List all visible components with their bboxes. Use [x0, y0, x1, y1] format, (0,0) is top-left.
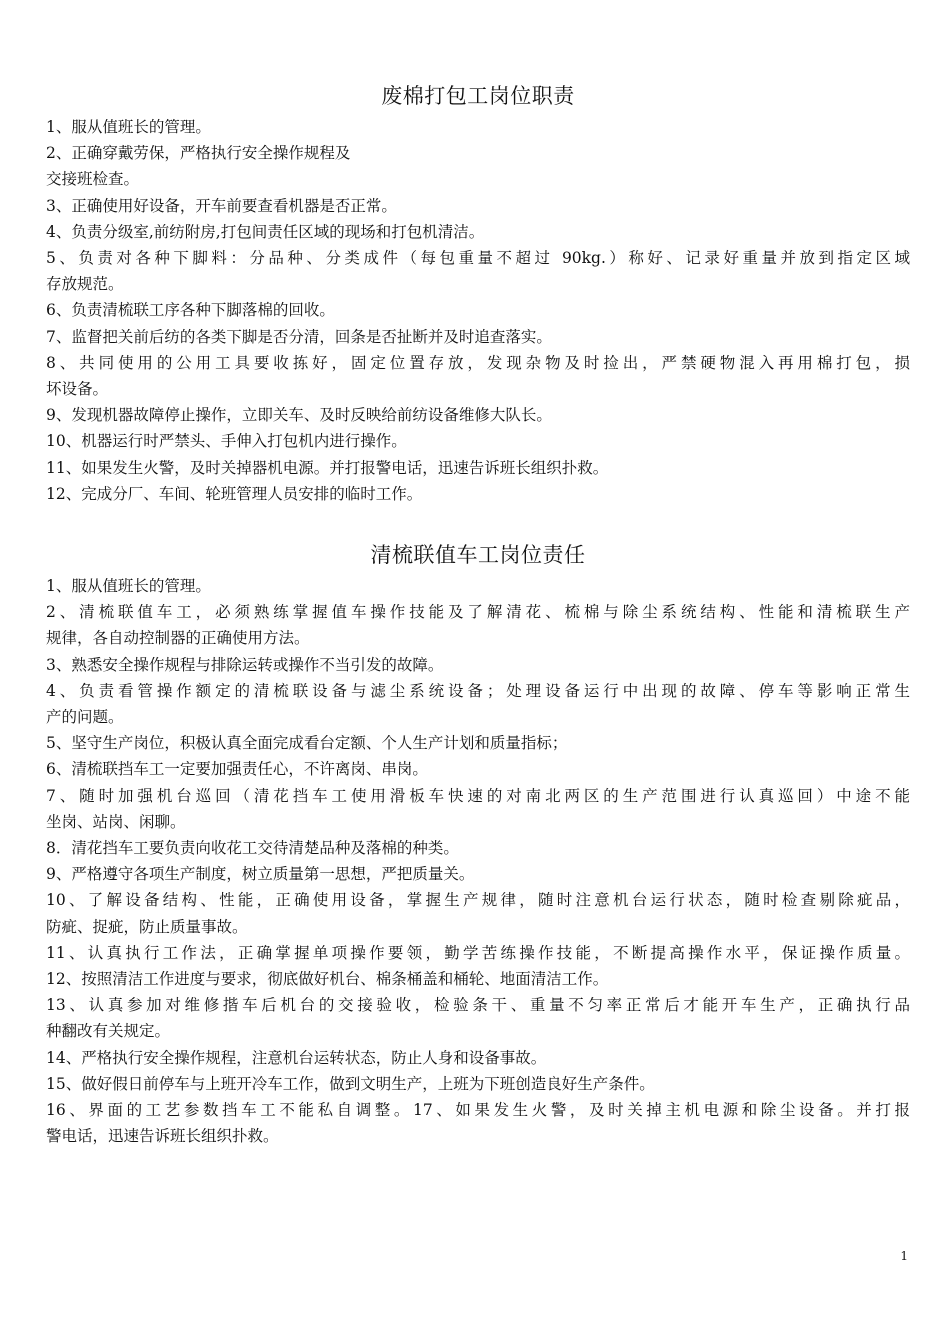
duty-line: 8．清花挡车工要负责向收花工交待清楚品种及落棉的种类。 [46, 839, 459, 858]
duty-line: 7、监督把关前后纺的各类下脚是否分清，回条是否扯断并及时追查落实。 [46, 327, 552, 346]
duty-line: 10、机器运行时严禁头、手伸入打包机内进行操作。 [46, 432, 407, 451]
duty-line: 12、按照清洁工作进度与要求，彻底做好机台、棉条桶盖和桶轮、地面清洁工作。 [46, 970, 609, 989]
duty-line: 种翻改有关规定。 [46, 1022, 171, 1041]
duty-line: 4、负责分级室,前纺附房,打包间责任区域的现场和打包机清洁。 [46, 222, 485, 241]
duty-line: 防疵、捉疵，防止质量事故。 [46, 917, 248, 936]
duty-line: 14、严格执行安全操作规程，注意机台运转状态，防止人身和设备事故。 [46, 1048, 547, 1067]
duty-line: 1、服从值班长的管理。 [46, 118, 211, 136]
duty-line: 警电话，迅速告诉班长组织扑救。 [46, 1127, 279, 1146]
duty-line: 2、正确穿戴劳保，严格执行安全操作规程及 [46, 144, 351, 163]
duty-line: 交接班检查。 [46, 170, 140, 189]
duty-line: 13、认真参加对维修揩车后机台的交接验收，检验条干、重量不匀率正常后才能开车生产，正确执行品 [46, 996, 910, 1015]
duty-line: 产的问题。 [46, 708, 124, 727]
duty-line: 坏设备。 [46, 380, 109, 399]
duty-line: 11、认真执行工作法，正确掌握单项操作要领，勤学苦练操作技能，不断提高操作水平，保证操作质量。 [46, 943, 910, 962]
section-title: 清梳联值车工岗位责任 [370, 543, 586, 567]
duty-line: 坐岗、站岗、闲聊。 [46, 812, 186, 831]
duty-line: 10、了解设备结构、性能，正确使用设备，掌握生产规律，随时注意机台运行状态，随时检查剔除疵品， [46, 891, 910, 910]
section-waste-cotton-baler [46, 80, 910, 507]
duty-line: 1、服从值班长的管理。 [46, 577, 211, 595]
page-number: 1 [900, 1249, 908, 1263]
duty-line: 9、严格遵守各项生产制度，树立质量第一思想，严把质量关。 [46, 865, 475, 884]
duty-line: 6、负责清梳联工序各种下脚落棉的回收。 [46, 301, 335, 320]
duty-line: 3、熟悉安全操作规程与排除运转或操作不当引发的故障。 [46, 655, 444, 674]
duty-line: 4、负责看管操作额定的清梳联设备与滤尘系统设备；处理设备运行中出现的故障、停车等影响正常生 [46, 681, 910, 700]
duty-line: 16、界面的工艺参数挡车工不能私自调整。17、如果发生火警，及时关掉主机电源和除尘设备。并打报 [46, 1101, 910, 1120]
duty-line: 规律，各自动控制器的正确使用方法。 [46, 629, 310, 648]
section-title: 废棉打包工岗位职责 [381, 84, 575, 108]
duty-line: 2、清梳联值车工，必须熟练掌握值车操作技能及了解清花、梳棉与除尘系统结构、性能和清梳联生产 [46, 603, 910, 622]
duty-line: 15、做好假日前停车与上班开冷车工作，做到文明生产，上班为下班创造良好生产条件。 [46, 1074, 655, 1093]
duty-line: 11、如果发生火警，及时关掉器机电源。并打报警电话，迅速告诉班长组织扑救。 [46, 458, 609, 477]
duty-line: 12、完成分厂、车间、轮班管理人员安排的临时工作。 [46, 484, 423, 503]
duty-line: 3、正确使用好设备，开车前要查看机器是否正常。 [46, 196, 397, 215]
section-blowing-carding-operator [46, 539, 910, 1149]
duty-line: 6、清梳联挡车工一定要加强责任心，不许离岗、串岗。 [46, 760, 428, 779]
duty-line: 5、负责对各种下脚料：分品种、分类成件（每包重量不超过 90kg.）称好、记录好重量并放到指定区域 [46, 249, 910, 268]
duty-line: 8、共同使用的公用工具要收拣好，固定位置存放，发现杂物及时捡出，严禁硬物混入再用棉打包，损 [46, 353, 910, 372]
duty-line: 5、坚守生产岗位，积极认真全面完成看台定额、个人生产计划和质量指标； [46, 734, 568, 753]
duty-line: 7、随时加强机台巡回（清花挡车工使用滑板车快速的对南北两区的生产范围进行认真巡回）中途不能 [46, 786, 910, 805]
duty-line: 9、发现机器故障停止操作，立即关车、及时反映给前纺设备维修大队长。 [46, 406, 552, 425]
duty-line: 存放规范。 [46, 275, 124, 294]
